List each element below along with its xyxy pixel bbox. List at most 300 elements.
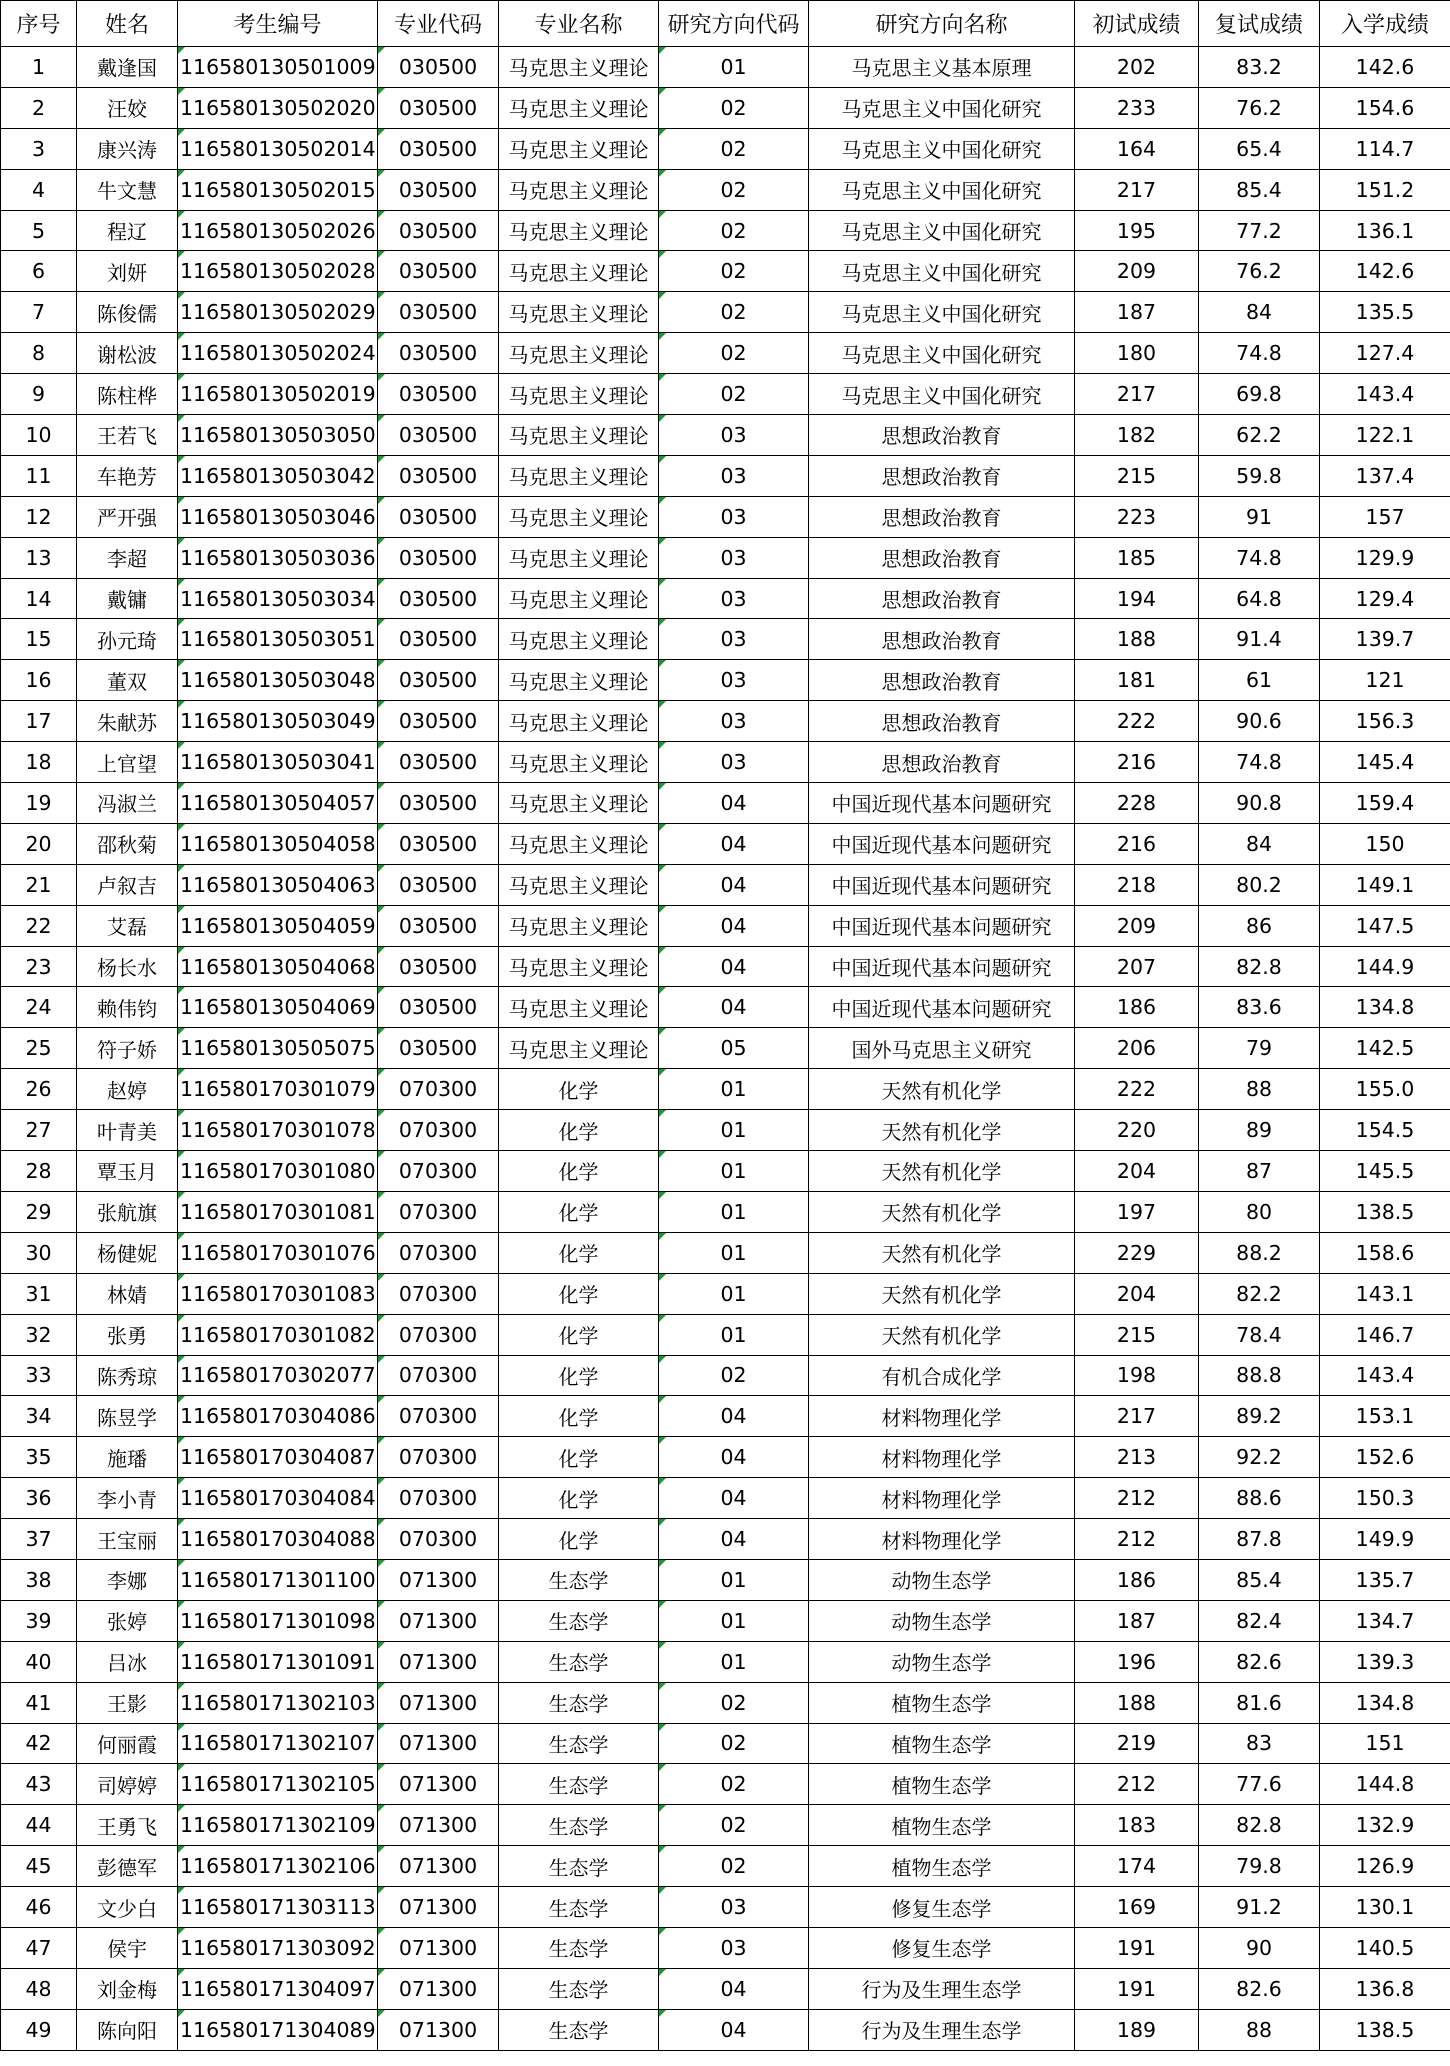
cell-name: 陈昱学 (77, 1396, 178, 1437)
cell-index: 35 (1, 1437, 77, 1478)
cell-admission-score: 122.1 (1320, 415, 1450, 456)
cell-name: 李超 (77, 537, 178, 578)
cell-direction-code: 04 (659, 1437, 809, 1478)
cell-direction-code: 03 (659, 496, 809, 537)
cell-prelim-score: 191 (1075, 1927, 1199, 1968)
cell-direction-name: 动物生态学 (809, 1641, 1075, 1682)
header-admission-score: 入学成绩 (1320, 1, 1450, 47)
cell-candidate-id: 116580130501009 (178, 47, 378, 88)
cell-direction-code: 04 (659, 946, 809, 987)
table-row (1, 701, 1450, 742)
cell-major-code: 030500 (378, 292, 499, 333)
cell-retest-score: 62.2 (1199, 415, 1320, 456)
table-row (1, 1314, 1450, 1355)
cell-major-code: 071300 (378, 1887, 499, 1928)
cell-prelim-score: 187 (1075, 1600, 1199, 1641)
cell-retest-score: 74.8 (1199, 742, 1320, 783)
cell-direction-name: 材料物理化学 (809, 1478, 1075, 1519)
header-index: 序号 (1, 1, 77, 47)
cell-major-name: 马克思主义理论 (499, 87, 659, 128)
cell-admission-score: 134.8 (1320, 987, 1450, 1028)
cell-major-code: 030500 (378, 47, 499, 88)
cell-retest-score: 77.2 (1199, 210, 1320, 251)
cell-direction-code: 03 (659, 619, 809, 660)
cell-admission-score: 127.4 (1320, 333, 1450, 374)
table-row (1, 1887, 1450, 1928)
cell-prelim-score: 204 (1075, 1151, 1199, 1192)
table-row (1, 1723, 1450, 1764)
cell-admission-score: 156.3 (1320, 701, 1450, 742)
cell-retest-score: 82.6 (1199, 1968, 1320, 2009)
header-retest-score: 复试成绩 (1199, 1, 1320, 47)
cell-direction-code: 04 (659, 1478, 809, 1519)
table-row (1, 1764, 1450, 1805)
cell-retest-score: 83.2 (1199, 47, 1320, 88)
cell-candidate-id: 116580171302106 (178, 1846, 378, 1887)
cell-major-name: 生态学 (499, 1887, 659, 1928)
cell-major-code: 071300 (378, 1927, 499, 1968)
cell-retest-score: 65.4 (1199, 128, 1320, 169)
cell-major-name: 化学 (499, 1151, 659, 1192)
cell-direction-name: 思想政治教育 (809, 455, 1075, 496)
cell-major-name: 生态学 (499, 1927, 659, 1968)
cell-major-name: 马克思主义理论 (499, 1028, 659, 1069)
cell-admission-score: 154.6 (1320, 87, 1450, 128)
table-row (1, 946, 1450, 987)
cell-direction-code: 04 (659, 905, 809, 946)
cell-candidate-id: 116580170301081 (178, 1191, 378, 1232)
cell-direction-code: 04 (659, 1968, 809, 2009)
cell-candidate-id: 116580170301083 (178, 1273, 378, 1314)
cell-direction-name: 思想政治教育 (809, 415, 1075, 456)
cell-major-code: 071300 (378, 1764, 499, 1805)
cell-prelim-score: 198 (1075, 1355, 1199, 1396)
cell-prelim-score: 174 (1075, 1846, 1199, 1887)
cell-direction-code: 02 (659, 210, 809, 251)
cell-admission-score: 149.9 (1320, 1519, 1450, 1560)
cell-direction-code: 03 (659, 660, 809, 701)
cell-prelim-score: 202 (1075, 47, 1199, 88)
cell-major-code: 071300 (378, 1805, 499, 1846)
cell-direction-name: 马克思主义中国化研究 (809, 292, 1075, 333)
cell-index: 43 (1, 1764, 77, 1805)
cell-major-name: 生态学 (499, 1846, 659, 1887)
cell-prelim-score: 217 (1075, 169, 1199, 210)
cell-prelim-score: 186 (1075, 987, 1199, 1028)
cell-major-code: 030500 (378, 987, 499, 1028)
table-row (1, 1028, 1450, 1069)
cell-major-name: 马克思主义理论 (499, 292, 659, 333)
cell-prelim-score: 181 (1075, 660, 1199, 701)
cell-direction-code: 01 (659, 1151, 809, 1192)
cell-candidate-id: 116580130504058 (178, 823, 378, 864)
cell-major-code: 070300 (378, 1437, 499, 1478)
cell-admission-score: 139.3 (1320, 1641, 1450, 1682)
cell-index: 32 (1, 1314, 77, 1355)
cell-direction-code: 02 (659, 1846, 809, 1887)
cell-direction-code: 02 (659, 128, 809, 169)
cell-major-code: 030500 (378, 333, 499, 374)
cell-major-code: 071300 (378, 2009, 499, 2050)
cell-index: 25 (1, 1028, 77, 1069)
cell-candidate-id: 116580130502029 (178, 292, 378, 333)
table-row (1, 1232, 1450, 1273)
cell-retest-score: 86 (1199, 905, 1320, 946)
cell-direction-code: 01 (659, 1273, 809, 1314)
cell-admission-score: 138.5 (1320, 2009, 1450, 2050)
cell-index: 15 (1, 619, 77, 660)
cell-admission-score: 144.8 (1320, 1764, 1450, 1805)
cell-name: 王若飞 (77, 415, 178, 456)
table-row (1, 1191, 1450, 1232)
cell-name: 张婷 (77, 1600, 178, 1641)
cell-candidate-id: 116580130503050 (178, 415, 378, 456)
cell-name: 陈秀琼 (77, 1355, 178, 1396)
cell-major-code: 070300 (378, 1519, 499, 1560)
cell-candidate-id: 116580170301082 (178, 1314, 378, 1355)
cell-admission-score: 151 (1320, 1723, 1450, 1764)
table-row (1, 1437, 1450, 1478)
cell-major-code: 030500 (378, 946, 499, 987)
cell-prelim-score: 219 (1075, 1723, 1199, 1764)
cell-candidate-id: 116580130504059 (178, 905, 378, 946)
cell-direction-code: 04 (659, 987, 809, 1028)
cell-admission-score: 139.7 (1320, 619, 1450, 660)
cell-retest-score: 64.8 (1199, 578, 1320, 619)
cell-retest-score: 88.2 (1199, 1232, 1320, 1273)
table-row (1, 292, 1450, 333)
cell-candidate-id: 116580171301098 (178, 1600, 378, 1641)
cell-name: 司婷婷 (77, 1764, 178, 1805)
cell-candidate-id: 116580130504068 (178, 946, 378, 987)
cell-major-code: 030500 (378, 783, 499, 824)
cell-retest-score: 85.4 (1199, 169, 1320, 210)
cell-admission-score: 140.5 (1320, 1927, 1450, 1968)
cell-index: 48 (1, 1968, 77, 2009)
cell-direction-name: 思想政治教育 (809, 619, 1075, 660)
cell-direction-code: 02 (659, 1682, 809, 1723)
cell-name: 汪姣 (77, 87, 178, 128)
cell-direction-code: 05 (659, 1028, 809, 1069)
cell-direction-code: 02 (659, 1355, 809, 1396)
cell-prelim-score: 215 (1075, 1314, 1199, 1355)
cell-major-code: 030500 (378, 496, 499, 537)
cell-direction-name: 天然有机化学 (809, 1110, 1075, 1151)
table-body (1, 47, 1450, 2051)
cell-retest-score: 61 (1199, 660, 1320, 701)
cell-index: 7 (1, 292, 77, 333)
cell-admission-score: 136.1 (1320, 210, 1450, 251)
cell-major-code: 071300 (378, 1641, 499, 1682)
cell-retest-score: 69.8 (1199, 374, 1320, 415)
cell-direction-name: 马克思主义中国化研究 (809, 210, 1075, 251)
cell-major-name: 马克思主义理论 (499, 496, 659, 537)
cell-candidate-id: 116580130502024 (178, 333, 378, 374)
cell-major-code: 070300 (378, 1355, 499, 1396)
cell-index: 27 (1, 1110, 77, 1151)
cell-retest-score: 88 (1199, 2009, 1320, 2050)
table-row (1, 619, 1450, 660)
table-row (1, 1519, 1450, 1560)
cell-direction-name: 马克思主义中国化研究 (809, 333, 1075, 374)
cell-direction-name: 材料物理化学 (809, 1396, 1075, 1437)
cell-retest-score: 76.2 (1199, 251, 1320, 292)
cell-admission-score: 142.5 (1320, 1028, 1450, 1069)
cell-retest-score: 87 (1199, 1151, 1320, 1192)
cell-major-name: 马克思主义理论 (499, 578, 659, 619)
cell-retest-score: 74.8 (1199, 333, 1320, 374)
cell-admission-score: 147.5 (1320, 905, 1450, 946)
cell-candidate-id: 116580130503036 (178, 537, 378, 578)
cell-prelim-score: 194 (1075, 578, 1199, 619)
cell-admission-score: 130.1 (1320, 1887, 1450, 1928)
cell-admission-score: 150.3 (1320, 1478, 1450, 1519)
cell-major-code: 030500 (378, 578, 499, 619)
header-direction-code: 研究方向代码 (659, 1, 809, 47)
cell-direction-name: 中国近现代基本问题研究 (809, 987, 1075, 1028)
table-row (1, 1927, 1450, 1968)
cell-major-name: 马克思主义理论 (499, 251, 659, 292)
cell-retest-score: 82.8 (1199, 946, 1320, 987)
cell-admission-score: 157 (1320, 496, 1450, 537)
cell-candidate-id: 116580170304087 (178, 1437, 378, 1478)
cell-retest-score: 74.8 (1199, 537, 1320, 578)
cell-retest-score: 91.4 (1199, 619, 1320, 660)
cell-name: 杨长水 (77, 946, 178, 987)
cell-direction-name: 马克思主义中国化研究 (809, 251, 1075, 292)
cell-prelim-score: 189 (1075, 2009, 1199, 2050)
cell-index: 10 (1, 415, 77, 456)
cell-admission-score: 151.2 (1320, 169, 1450, 210)
cell-name: 上官望 (77, 742, 178, 783)
cell-prelim-score: 187 (1075, 292, 1199, 333)
cell-direction-name: 天然有机化学 (809, 1314, 1075, 1355)
cell-candidate-id: 116580130502015 (178, 169, 378, 210)
cell-direction-code: 03 (659, 1887, 809, 1928)
cell-direction-name: 思想政治教育 (809, 701, 1075, 742)
cell-candidate-id: 116580130503041 (178, 742, 378, 783)
table-row (1, 987, 1450, 1028)
header-candidate-id: 考生编号 (178, 1, 378, 47)
cell-index: 37 (1, 1519, 77, 1560)
cell-candidate-id: 116580130503049 (178, 701, 378, 742)
cell-name: 朱献苏 (77, 701, 178, 742)
table-row (1, 87, 1450, 128)
cell-major-name: 化学 (499, 1232, 659, 1273)
cell-candidate-id: 116580170301080 (178, 1151, 378, 1192)
cell-candidate-id: 116580170302077 (178, 1355, 378, 1396)
cell-prelim-score: 213 (1075, 1437, 1199, 1478)
cell-major-name: 马克思主义理论 (499, 660, 659, 701)
cell-major-name: 马克思主义理论 (499, 742, 659, 783)
table-row (1, 1641, 1450, 1682)
cell-name: 陈俊儒 (77, 292, 178, 333)
cell-admission-score: 134.8 (1320, 1682, 1450, 1723)
cell-direction-name: 有机合成化学 (809, 1355, 1075, 1396)
cell-name: 王宝丽 (77, 1519, 178, 1560)
cell-major-name: 化学 (499, 1437, 659, 1478)
cell-major-code: 030500 (378, 823, 499, 864)
cell-retest-score: 90 (1199, 1927, 1320, 1968)
cell-major-code: 030500 (378, 210, 499, 251)
cell-direction-name: 天然有机化学 (809, 1191, 1075, 1232)
cell-index: 29 (1, 1191, 77, 1232)
cell-major-name: 马克思主义理论 (499, 537, 659, 578)
table-row (1, 783, 1450, 824)
cell-admission-score: 114.7 (1320, 128, 1450, 169)
cell-name: 邵秋菊 (77, 823, 178, 864)
cell-name: 牛文慧 (77, 169, 178, 210)
cell-retest-score: 89.2 (1199, 1396, 1320, 1437)
cell-direction-name: 思想政治教育 (809, 578, 1075, 619)
cell-index: 40 (1, 1641, 77, 1682)
cell-name: 覃玉月 (77, 1151, 178, 1192)
cell-retest-score: 82.4 (1199, 1600, 1320, 1641)
cell-retest-score: 91 (1199, 496, 1320, 537)
cell-major-name: 化学 (499, 1314, 659, 1355)
cell-direction-code: 02 (659, 1805, 809, 1846)
cell-name: 吕冰 (77, 1641, 178, 1682)
cell-name: 陈向阳 (77, 2009, 178, 2050)
cell-major-name: 马克思主义理论 (499, 169, 659, 210)
cell-prelim-score: 169 (1075, 1887, 1199, 1928)
cell-major-name: 化学 (499, 1355, 659, 1396)
cell-major-code: 030500 (378, 251, 499, 292)
cell-major-code: 030500 (378, 87, 499, 128)
cell-major-code: 071300 (378, 1600, 499, 1641)
cell-direction-name: 思想政治教育 (809, 742, 1075, 783)
cell-index: 39 (1, 1600, 77, 1641)
cell-direction-code: 03 (659, 578, 809, 619)
cell-admission-score: 159.4 (1320, 783, 1450, 824)
table-row (1, 1846, 1450, 1887)
cell-prelim-score: 209 (1075, 905, 1199, 946)
table-row (1, 2009, 1450, 2050)
cell-candidate-id: 116580170304088 (178, 1519, 378, 1560)
table-row (1, 1355, 1450, 1396)
cell-name: 戴逢国 (77, 47, 178, 88)
cell-admission-score: 152.6 (1320, 1437, 1450, 1478)
cell-major-code: 071300 (378, 1968, 499, 2009)
cell-direction-name: 思想政治教育 (809, 496, 1075, 537)
cell-index: 34 (1, 1396, 77, 1437)
cell-name: 艾磊 (77, 905, 178, 946)
cell-retest-score: 83 (1199, 1723, 1320, 1764)
cell-candidate-id: 116580130503051 (178, 619, 378, 660)
cell-admission-score: 143.4 (1320, 374, 1450, 415)
cell-name: 张航旗 (77, 1191, 178, 1232)
cell-retest-score: 92.2 (1199, 1437, 1320, 1478)
cell-prelim-score: 233 (1075, 87, 1199, 128)
cell-direction-name: 中国近现代基本问题研究 (809, 905, 1075, 946)
cell-major-name: 生态学 (499, 1559, 659, 1600)
cell-direction-code: 02 (659, 292, 809, 333)
cell-admission-score: 153.1 (1320, 1396, 1450, 1437)
table-row (1, 415, 1450, 456)
cell-retest-score: 84 (1199, 292, 1320, 333)
cell-major-name: 马克思主义理论 (499, 987, 659, 1028)
cell-direction-name: 天然有机化学 (809, 1232, 1075, 1273)
cell-major-name: 化学 (499, 1478, 659, 1519)
cell-candidate-id: 116580130502014 (178, 128, 378, 169)
cell-index: 41 (1, 1682, 77, 1723)
cell-index: 31 (1, 1273, 77, 1314)
cell-name: 谢松波 (77, 333, 178, 374)
cell-direction-name: 中国近现代基本问题研究 (809, 823, 1075, 864)
cell-direction-name: 国外马克思主义研究 (809, 1028, 1075, 1069)
cell-direction-name: 中国近现代基本问题研究 (809, 864, 1075, 905)
cell-major-code: 070300 (378, 1478, 499, 1519)
cell-name: 康兴涛 (77, 128, 178, 169)
cell-admission-score: 135.5 (1320, 292, 1450, 333)
cell-major-code: 030500 (378, 864, 499, 905)
cell-candidate-id: 116580171301100 (178, 1559, 378, 1600)
cell-admission-score: 138.5 (1320, 1191, 1450, 1232)
table-row (1, 333, 1450, 374)
cell-major-name: 生态学 (499, 1764, 659, 1805)
cell-prelim-score: 223 (1075, 496, 1199, 537)
cell-major-name: 马克思主义理论 (499, 333, 659, 374)
cell-index: 8 (1, 333, 77, 374)
cell-direction-code: 01 (659, 1559, 809, 1600)
cell-name: 李小青 (77, 1478, 178, 1519)
cell-major-name: 马克思主义理论 (499, 47, 659, 88)
cell-direction-code: 04 (659, 864, 809, 905)
cell-prelim-score: 220 (1075, 1110, 1199, 1151)
cell-major-name: 生态学 (499, 1641, 659, 1682)
cell-candidate-id: 116580130503042 (178, 455, 378, 496)
cell-admission-score: 129.9 (1320, 537, 1450, 578)
cell-direction-name: 马克思主义中国化研究 (809, 169, 1075, 210)
cell-direction-name: 行为及生理生态学 (809, 2009, 1075, 2050)
cell-retest-score: 90.6 (1199, 701, 1320, 742)
cell-retest-score: 91.2 (1199, 1887, 1320, 1928)
cell-admission-score: 145.4 (1320, 742, 1450, 783)
cell-index: 20 (1, 823, 77, 864)
cell-major-name: 生态学 (499, 1600, 659, 1641)
cell-name: 何丽霞 (77, 1723, 178, 1764)
header-row (1, 1, 1450, 47)
cell-direction-name: 中国近现代基本问题研究 (809, 946, 1075, 987)
cell-retest-score: 85.4 (1199, 1559, 1320, 1600)
cell-index: 44 (1, 1805, 77, 1846)
cell-index: 1 (1, 47, 77, 88)
cell-prelim-score: 217 (1075, 1396, 1199, 1437)
cell-index: 38 (1, 1559, 77, 1600)
cell-major-name: 马克思主义理论 (499, 619, 659, 660)
cell-major-name: 马克思主义理论 (499, 455, 659, 496)
cell-admission-score: 149.1 (1320, 864, 1450, 905)
cell-index: 23 (1, 946, 77, 987)
cell-admission-score: 142.6 (1320, 47, 1450, 88)
cell-direction-code: 04 (659, 823, 809, 864)
header-major-code: 专业代码 (378, 1, 499, 47)
cell-candidate-id: 116580170301079 (178, 1069, 378, 1110)
table-row (1, 1600, 1450, 1641)
cell-name: 杨健妮 (77, 1232, 178, 1273)
cell-admission-score: 129.4 (1320, 578, 1450, 619)
cell-major-code: 030500 (378, 1028, 499, 1069)
cell-candidate-id: 116580130502020 (178, 87, 378, 128)
cell-index: 11 (1, 455, 77, 496)
cell-index: 36 (1, 1478, 77, 1519)
cell-name: 侯宇 (77, 1927, 178, 1968)
cell-major-name: 马克思主义理论 (499, 701, 659, 742)
cell-direction-name: 植物生态学 (809, 1764, 1075, 1805)
cell-direction-code: 01 (659, 1069, 809, 1110)
cell-major-name: 马克思主义理论 (499, 415, 659, 456)
cell-index: 4 (1, 169, 77, 210)
